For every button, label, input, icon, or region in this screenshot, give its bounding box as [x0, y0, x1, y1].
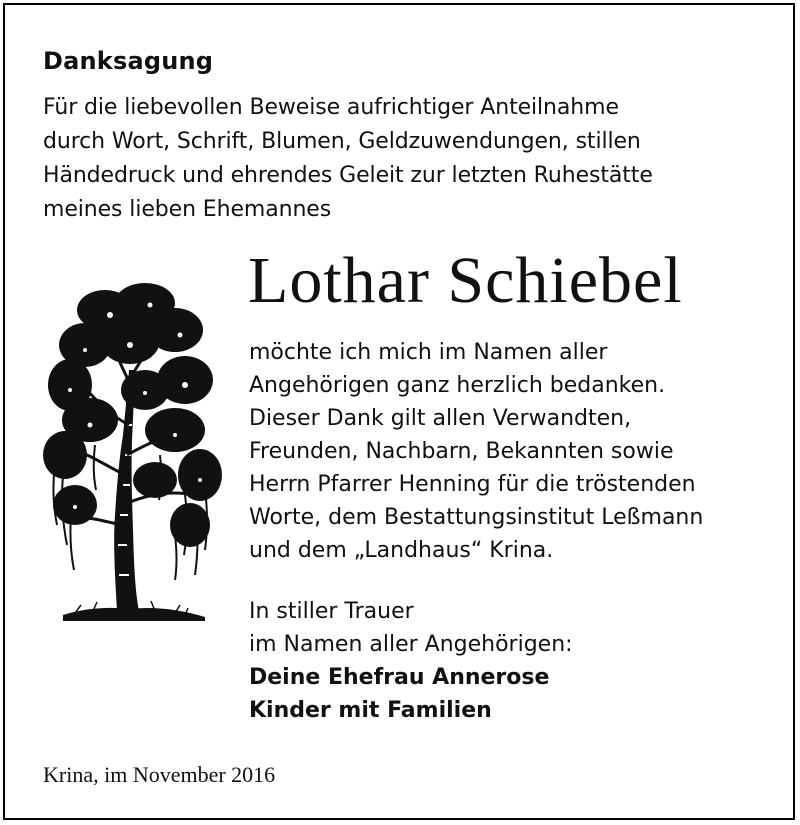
- birch-tree-icon: [35, 275, 225, 630]
- thanks-line: Freunden, Nachbarn, Bekannten sowie: [249, 439, 674, 464]
- closing-line: In stiller Trauer: [249, 599, 414, 624]
- deceased-name: Lothar Schiebel: [248, 244, 683, 317]
- thanks-text: [249, 336, 789, 567]
- notice-heading: Danksagung: [43, 47, 214, 75]
- thanks-line: Dieser Dank gilt allen Verwandten,: [249, 406, 632, 431]
- thanks-line: Worte, dem Bestattungsinstitut Leßmann: [249, 505, 704, 530]
- place-date: Krina, im November 2016: [43, 762, 276, 787]
- signatory: Deine Ehefrau Annerose: [249, 665, 550, 690]
- intro-line: meines lieben Ehemannes: [43, 197, 332, 222]
- intro-line: Für die liebevollen Beweise aufrichtiger Anteilnahme: [43, 95, 619, 120]
- intro-text: [43, 91, 783, 227]
- intro-line: Händedruck und ehrendes Geleit zur letzten Ruhestätte: [43, 163, 653, 188]
- thanks-line: möchte ich mich im Namen aller: [249, 340, 608, 365]
- thanks-line: Herrn Pfarrer Henning für die tröstenden: [249, 472, 696, 497]
- thanks-line: und dem „Landhaus“ Krina.: [249, 538, 554, 563]
- closing-block: [249, 595, 789, 727]
- thanks-line: Angehörigen ganz herzlich bedanken.: [249, 373, 666, 398]
- obituary-notice: [3, 3, 795, 820]
- closing-line: im Namen aller Angehörigen:: [249, 632, 573, 657]
- signatory: Kinder mit Familien: [249, 698, 492, 723]
- intro-line: durch Wort, Schrift, Blumen, Geldzuwendungen, stillen: [43, 129, 641, 154]
